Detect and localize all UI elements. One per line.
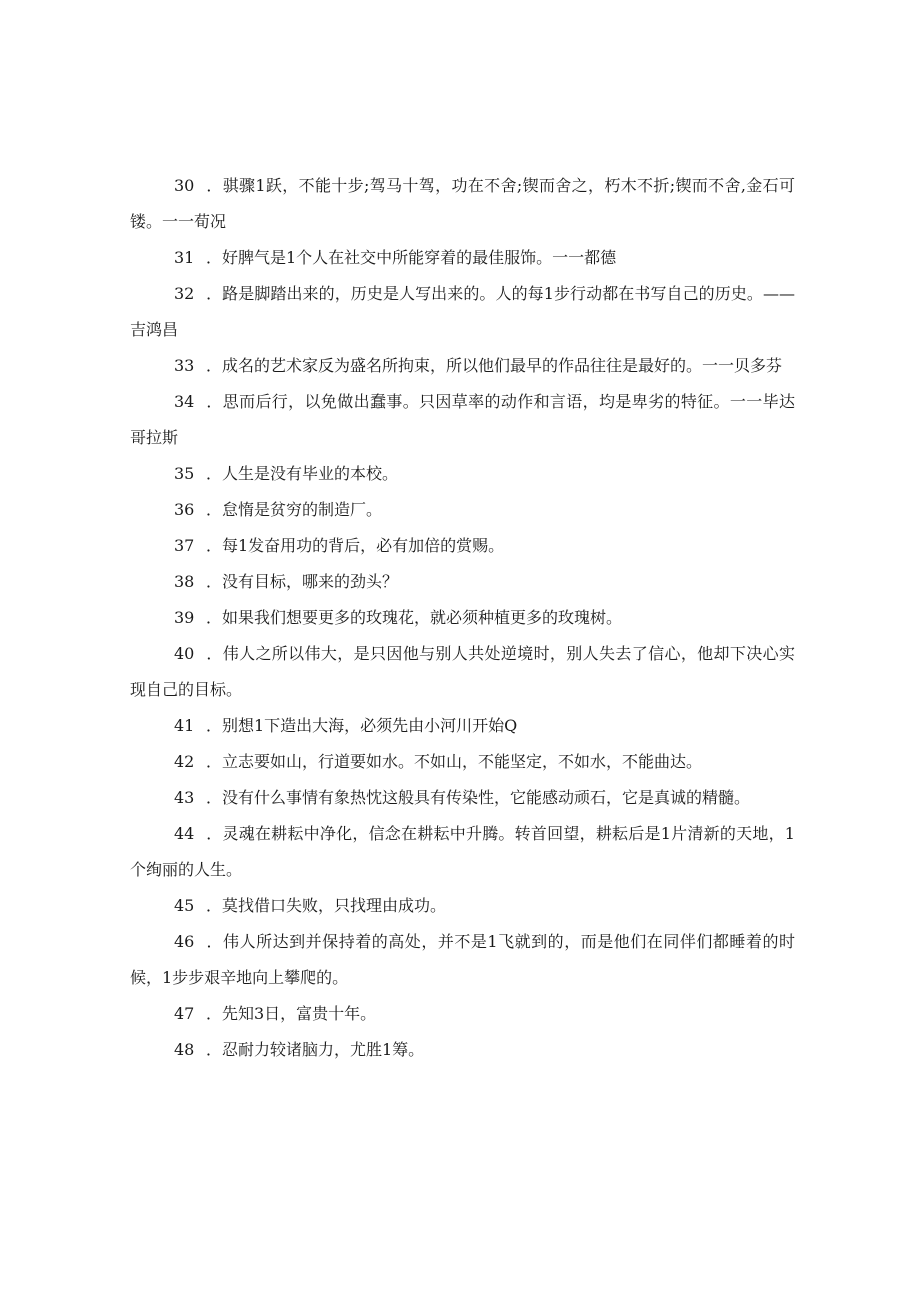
item-number: 44 [174,824,195,843]
item-text: ．没有目标，哪来的劲头？ [206,572,399,591]
item-number: 35 [174,464,195,483]
item-text: ．成名的艺术家反为盛名所拘束，所以他们最早的作品往往是最好的。一一贝多芬 [206,356,783,375]
list-item [130,780,795,816]
item-text: ．灵魂在耕耘中净化，信念在耕耘中升腾。转首回望，耕耘后是1片清新的天地，1个绚丽的人生。 [130,824,795,879]
item-number: 43 [174,788,195,807]
item-text: ．伟人所达到并保持着的高处，并不是1飞就到的，而是他们在同伴们都睡着的时候，1步步艰辛地向上攀爬的。 [130,932,795,987]
item-text: ．忍耐力较诸脑力，尤胜1筹。 [206,1040,425,1059]
item-text: ．怠惰是贫穷的制造厂。 [206,500,383,519]
list-item [130,492,795,528]
list-item [130,996,795,1032]
list-item [130,564,795,600]
item-number: 31 [174,248,195,267]
list-item [130,636,795,708]
list-item [130,888,795,924]
list-item [130,348,795,384]
list-item [130,456,795,492]
item-text: ．思而后行，以免做出蠢事。只因草率的动作和言语，均是卑劣的特征。一一毕达哥拉斯 [130,392,795,447]
item-text: ．伟人之所以伟大，是只因他与别人共处逆境时，别人失去了信心，他却下决心实现自己的目标。 [130,644,795,699]
item-number: 30 [174,176,195,195]
quote-list [130,168,795,1068]
item-number: 41 [174,716,195,735]
item-text: ．路是脚踏出来的，历史是人写出来的。人的每1步行动都在书写自己的历史。——吉鸿昌 [130,284,795,339]
item-text: ．骐骤1跃，不能十步;驾马十驾，功在不舍;锲而舍之，朽木不折;锲而不舍,金石可镂。一一荀况 [130,176,795,231]
item-text: ．立志要如山，行道要如水。不如山，不能坚定，不如水，不能曲达。 [206,752,703,771]
list-item [130,600,795,636]
list-item [130,1032,795,1068]
list-item [130,924,795,996]
list-item [130,708,795,744]
item-number: 37 [174,536,195,555]
item-number: 40 [174,644,195,663]
list-item [130,384,795,456]
list-item [130,276,795,348]
item-number: 46 [174,932,195,951]
item-text: ．别想1下造出大海，必须先由小河川开始Q [206,716,518,735]
item-number: 34 [174,392,195,411]
item-number: 42 [174,752,195,771]
item-text: ．先知3日，富贵十年。 [206,1004,377,1023]
item-text: ．人生是没有毕业的本校。 [206,464,399,483]
list-item [130,744,795,780]
item-number: 45 [174,896,195,915]
list-item [130,240,795,276]
item-text: ．好脾气是1个人在社交中所能穿着的最佳服饰。一一都德 [206,248,617,267]
item-text: ．莫找借口失败，只找理由成功。 [206,896,447,915]
list-item [130,816,795,888]
item-text: ．每1发奋用功的背后，必有加倍的赏赐。 [206,536,505,555]
item-number: 48 [174,1040,195,1059]
item-number: 33 [174,356,195,375]
item-text: ．没有什么事情有象热忱这般具有传染性，它能感动顽石，它是真诚的精髓。 [206,788,751,807]
list-item [130,528,795,564]
item-number: 39 [174,608,195,627]
item-number: 32 [174,284,195,303]
item-text: ．如果我们想要更多的玫瑰花，就必须种植更多的玫瑰树。 [206,608,623,627]
item-number: 47 [174,1004,195,1023]
item-number: 36 [174,500,195,519]
list-item [130,168,795,240]
item-number: 38 [174,572,195,591]
